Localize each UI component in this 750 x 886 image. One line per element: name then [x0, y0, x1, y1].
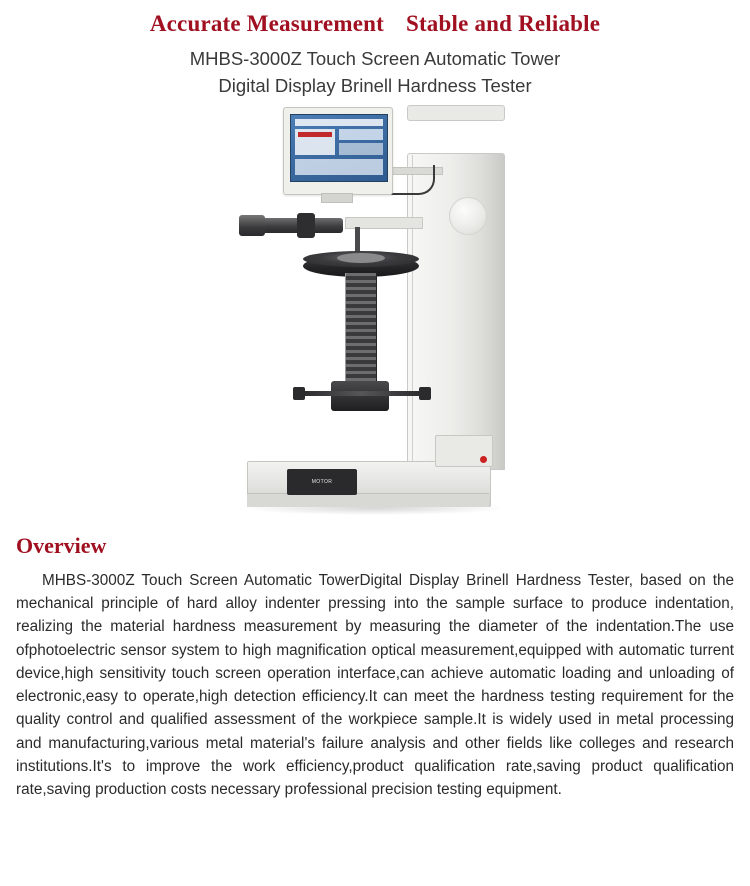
- elevation-handwheel-bar: [301, 391, 421, 396]
- machine-base-front: [247, 493, 489, 507]
- machine-illustration: [225, 105, 525, 525]
- product-image: [0, 105, 750, 525]
- column-access-circle: [449, 197, 487, 235]
- column-seam: [412, 155, 413, 470]
- screen-panel-right-top: [339, 129, 383, 140]
- overview-section: [0, 533, 750, 802]
- elevating-screw: [345, 273, 377, 385]
- screen-bottom-bar: [295, 159, 383, 175]
- power-indicator-icon: [480, 456, 487, 463]
- headline-right: Stable and Reliable: [405, 11, 601, 36]
- headline-left: Accurate Measurement: [149, 11, 384, 36]
- screen-titlebar: [295, 119, 383, 126]
- overview-title: Overview: [16, 532, 107, 558]
- screen-red-readout: [298, 132, 332, 137]
- brand-plate-label: MOTOR: [311, 478, 333, 485]
- subtitle-line-2: Digital Display Brinell Hardness Tester: [218, 74, 532, 96]
- optics-focus-knob: [297, 213, 315, 238]
- screw-hub: [331, 381, 389, 411]
- optics-eyepiece: [239, 215, 265, 236]
- handwheel-knob-left: [293, 387, 305, 400]
- monitor-mount: [321, 193, 353, 203]
- specimen-anvil-inner: [337, 253, 385, 263]
- touch-screen-monitor: [283, 107, 393, 195]
- page-headline: [0, 0, 750, 36]
- optical-measuring-unit: [239, 213, 351, 239]
- subtitle-line-1: MHBS-3000Z Touch Screen Automatic Tower: [189, 48, 561, 70]
- overview-paragraph: MHBS-3000Z Touch Screen Automatic TowerDigital Display Brinell Hardness Tester, based on the mechanical principle of hard alloy indenter pressing into the sample surface to produce indentation, realizing the material hardness measurement by measuring the diameter of the indentation.The use ofphotoelectric sensor system to high magnification optical measurement,equipped with automatic turrent device,high sensitivity touch screen operation interface,can achieve automatic loading and unloading of electronic,easy to operate,high detection efficiency.It can meet the hardness testing requirement for the quality control and qualified assessment of the workpiece sample.It is widely used in metal processing and manufacturing,various metal material's failure analysis and other fields like colleges and research institutions.It's to improve the work efficiency,product qualification rate,saving product qualification rate,saving production costs necessary professional precision testing equipment.: [16, 571, 734, 799]
- screen-panel-right-bottom: [339, 143, 383, 155]
- handwheel-knob-right: [419, 387, 431, 400]
- machine-column-top: [407, 105, 505, 121]
- machine-brand-plate: [287, 469, 357, 495]
- monitor-cable: [391, 165, 435, 195]
- monitor-screen: [290, 114, 388, 182]
- product-subtitle: [0, 46, 750, 99]
